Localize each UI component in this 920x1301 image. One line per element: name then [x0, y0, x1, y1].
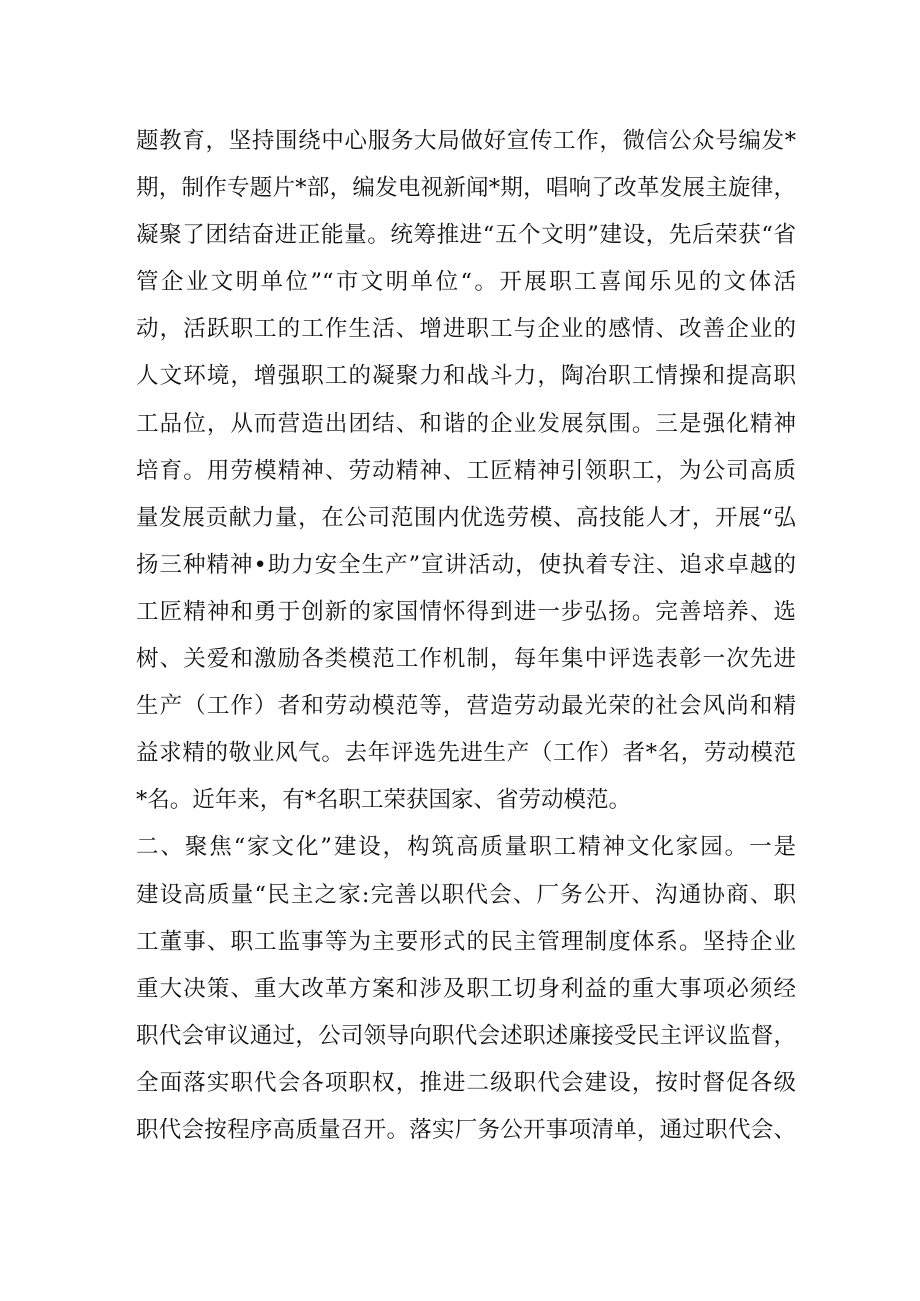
text-line: 树、关爱和激励各类模范工作机制，每年集中评选表彰一次先进 [136, 646, 796, 673]
text-line: 凝聚了团结奋进正能量。统筹推进“五个文明”建设，先后荣获“省 [136, 222, 796, 249]
text-line: 建设高质量“民主之家:完善以职代会、厂务公开、沟通协商、职 [136, 881, 796, 908]
text-line: 职代会按程序高质量召开。落实厂务公开事项清单，通过职代会、 [136, 1116, 796, 1143]
text-line: 扬三种精神•助力安全生产”宣讲活动，使执着专注、追求卓越的 [136, 551, 796, 578]
section-heading-line: 二、聚焦“家文化”建设，构筑高质量职工精神文化家园。一是 [136, 834, 796, 861]
text-line: 工董事、职工监事等为主要形式的民主管理制度体系。坚持企业 [136, 928, 796, 955]
text-line: 工品位，从而营造出团结、和谐的企业发展氛围。三是强化精神 [136, 410, 796, 437]
text-line: 生产（工作）者和劳动模范等，营造劳动最光荣的社会风尚和精 [136, 693, 796, 720]
text-line: 题教育，坚持围绕中心服务大局做好宣传工作，微信公众号编发* [136, 128, 796, 154]
text-line: 管企业文明单位”“市文明单位“。开展职工喜闻乐见的文体活 [136, 269, 796, 296]
text-line: 量发展贡献力量，在公司范围内优选劳模、高技能人才，开展“弘 [136, 504, 796, 531]
text-line: 动，活跃职工的工作生活、增进职工与企业的感情、改善企业的 [136, 316, 796, 343]
text-line: 全面落实职代会各项职权，推进二级职代会建设，按时督促各级 [136, 1069, 796, 1096]
text-line: 益求精的敬业风气。去年评选先进生产（工作）者*名，劳动模范 [136, 740, 796, 767]
body-text [136, 118, 796, 1154]
text-line: 期，制作专题片*部，编发电视新闻*期，唱响了改革发展主旋律， [136, 175, 796, 202]
text-line: 职代会审议通过，公司领导向职代会述职述廉接受民主评议监督， [136, 1022, 796, 1049]
text-line: 工匠精神和勇于创新的家国情怀得到进一步弘扬。完善培养、选 [136, 598, 796, 625]
text-line: 培育。用劳模精神、劳动精神、工匠精神引领职工，为公司高质 [136, 457, 796, 484]
text-line: 重大决策、重大改革方案和涉及职工切身利益的重大事项必须经 [136, 975, 796, 1002]
text-line: 人文环境，增强职工的凝聚力和战斗力，陶冶职工情操和提高职 [136, 363, 796, 390]
text-line: *名。近年来，有*名职工荣获国家、省劳动模范。 [136, 787, 632, 814]
